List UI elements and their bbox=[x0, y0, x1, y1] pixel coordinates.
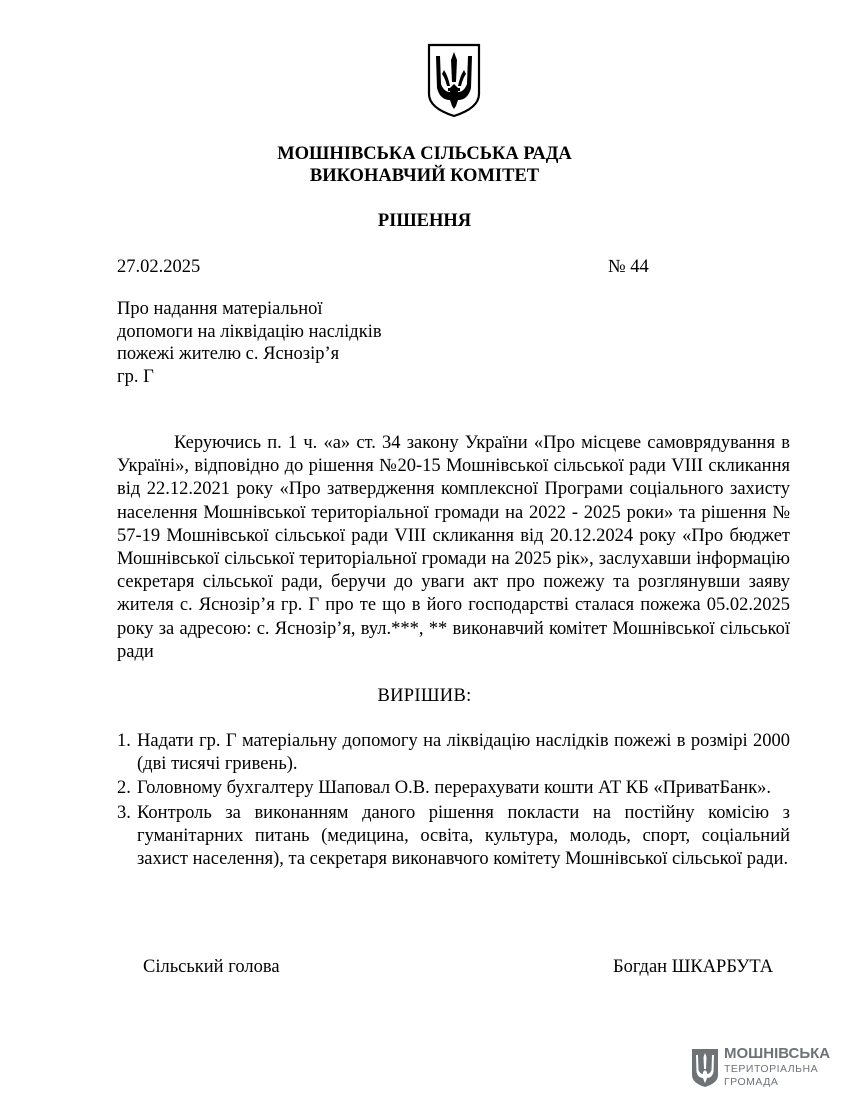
committee-name: ВИКОНАВЧИЙ КОМІТЕТ bbox=[309, 166, 540, 186]
logo-line-2: ТЕРИТОРІАЛЬНА bbox=[724, 1063, 819, 1075]
signatory-position: Сільський голова bbox=[143, 957, 280, 977]
trident-icon bbox=[690, 1047, 720, 1089]
item-text: Головному бухгалтеру Шаповал О.В. перерахувати кошти АТ КБ «ПриватБанк». bbox=[137, 778, 772, 799]
decision-number: № 44 bbox=[608, 257, 649, 277]
resolution-items bbox=[117, 730, 790, 872]
logo-line-1: МОШНІВСЬКА bbox=[724, 1045, 831, 1062]
document-type: РІШЕННЯ bbox=[377, 211, 472, 231]
item-number: 2. bbox=[117, 778, 131, 799]
item-text: Контроль за виконанням даного рішення покласти на постійну комісію з гуманітарних питань (медицина, освіта, культура, молодь, спорт, соціальний захист населення), та секретаря виконавчого комітету Мошнівської сільської ради. bbox=[137, 802, 790, 870]
resolved-heading: ВИРІШИВ: bbox=[377, 686, 472, 706]
subject-line: допомоги на ліквідацію наслідків bbox=[117, 321, 382, 342]
list-item bbox=[117, 777, 790, 800]
item-text: Надати гр. Г матеріальну допомогу на ліквідацію наслідків пожежі в розмірі 2000 (дві тисячі гривень). bbox=[137, 731, 790, 775]
community-logo bbox=[690, 1045, 830, 1093]
council-name: МОШНІВСЬКА СІЛЬСЬКА РАДА bbox=[277, 144, 572, 164]
item-number: 3. bbox=[117, 802, 131, 823]
signatory-name: Богдан ШКАРБУТА bbox=[613, 957, 774, 977]
subject-line: гр. Г bbox=[117, 366, 154, 387]
logo-line-3: ГРОМАДА bbox=[724, 1076, 779, 1088]
list-item bbox=[117, 802, 790, 872]
decision-subject bbox=[117, 298, 382, 388]
preamble-paragraph: Керуючись п. 1 ч. «а» ст. 34 закону України «Про місцеве самоврядування в Україні», відповідно до рішення №20-15 Мошнівської сільської ради VIII скликання від 22.12.2021 року «Про затвердження комплексної Програми соціального захисту населення Мошнівської територіальної громади на 2022 - 2025 роки» та рішення № 57-19 Мошнівської сільської ради VIII скликання від 20.12.2024 року «Про бюджет Мошнівської сільської територіальної громади на 2025 рік», заслухавши інформацію секретаря сільської ради, беручи до уваги акт про пожежу та розглянувши заяву жителя с. Яснозір’я гр. Г про те що в його господарстві сталася пожежа 05.02.2025 року за адресою: с. Яснозір’я, вул.***, ** виконавчий комітет Мошнівської сільської ради bbox=[117, 433, 790, 662]
trident-icon bbox=[426, 42, 482, 118]
item-number: 1. bbox=[117, 731, 131, 751]
decision-date: 27.02.2025 bbox=[117, 257, 201, 277]
list-item bbox=[117, 730, 790, 776]
subject-line: Про надання матеріальної bbox=[117, 299, 323, 319]
subject-line: пожежі жителю с. Яснозір’я bbox=[117, 344, 340, 364]
